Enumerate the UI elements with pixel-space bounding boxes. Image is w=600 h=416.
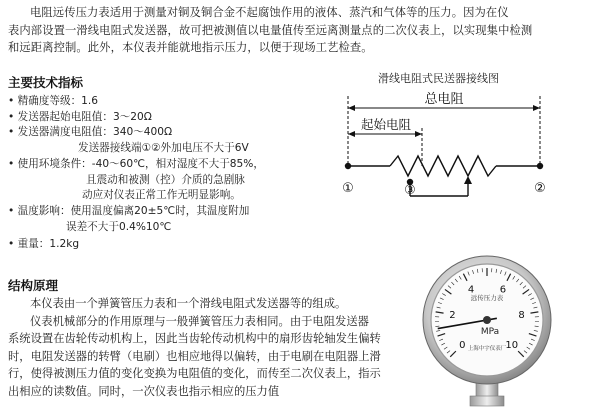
intro-line: 电阻远传压力表适用于测量对铜及铜合金不起腐蚀作用的液体、蒸汽和气体等的压力。因为在仪 (30, 6, 509, 19)
wiper-arrow (464, 176, 472, 184)
gauge-brand-top: 远传压力表 (470, 294, 504, 302)
terminal-3-label: ③ (404, 183, 416, 198)
principle-line: 出相应的读数值。同时，一次仪表也指示相应的压力值 (8, 384, 280, 398)
wiring-diagram (330, 86, 570, 210)
start-resistance-label: 起始电阻 (360, 117, 412, 132)
gauge-tick-label: 0 (459, 340, 466, 352)
spec-accuracy: 精确度等级：1.6 (17, 95, 99, 107)
gauge-tick-label: 6 (499, 284, 507, 296)
total-resistance-label: 总电阻 (424, 92, 464, 107)
gauge-tick-label: 10 (505, 340, 519, 352)
principle-line: 系统设置在齿轮传动机构上，因此当齿轮传动机构中的扇形齿轮轴发生偏转 (8, 332, 381, 346)
intro-line: 和远距离控制。此外，本仪表并能就地指示压力，以便于现场工艺检查。 (8, 41, 373, 54)
principle-heading: 结构原理 (8, 278, 59, 293)
spec-environment-cont: 且震动和被测（控）介质的急剧脉 (86, 173, 245, 186)
gauge-hub (483, 316, 491, 324)
start-arrow-right (415, 131, 422, 137)
total-arrow-left (348, 105, 355, 111)
pressure-gauge-image (420, 250, 560, 416)
spec-environment-cont2: 动应对仪表正常工作无明显影响。 (82, 189, 241, 202)
start-arrow-left (348, 131, 355, 137)
spec-environment: 使用环境条件：-40～60℃，相对湿度不大于85%， (17, 157, 264, 170)
spec-voltage: 发送器接线端①②外加电压不大于6V (78, 142, 249, 155)
gauge-tick-label: 8 (518, 310, 525, 322)
terminal-2-label: ② (534, 181, 546, 196)
diagram-title: 滑线电阻式民送器接线图 (378, 72, 499, 85)
terminal-1-dot (345, 163, 351, 169)
specs-heading: 主要技术指标 (8, 75, 84, 90)
terminal-1-label: ① (342, 181, 354, 196)
resistor-zigzag (390, 156, 496, 176)
intro-line: 表内部设置一滑线电阻式发送器，故可把被测值以电量值传至远离测量点的二次仪表上，以实现集中检测 (8, 23, 533, 37)
principle-paragraph-1: 本仪表由一个弹簧管压力表和一个滑线电阻式发送器等的组成。 (30, 297, 347, 310)
spec-full-resistance: 发送器满度电阻值：340～400Ω (17, 126, 173, 139)
spec-temperature-cont: 误差不大于0.4%10℃ (66, 220, 172, 233)
intro-paragraph (8, 4, 592, 57)
terminal-2-dot (537, 163, 543, 169)
spec-temperature: 温度影响：使用温度偏离20±5℃时，其温度附加 (17, 204, 250, 217)
gauge-hex (470, 396, 504, 406)
gauge-tick-label: 4 (467, 284, 475, 296)
principle-line: 行，使得被测压力值的变化变换为电阻值的变化，而传至二次仪表上，指示 (8, 367, 381, 381)
gauge-unit: MPa (480, 327, 500, 337)
gauge-tick-label: 2 (449, 310, 456, 322)
spec-weight: 重量：1.2kg (17, 238, 80, 251)
spec-start-resistance: 发送器起始电阻值：3～20Ω (17, 110, 152, 123)
total-arrow-right (533, 105, 540, 111)
principle-line: 仪表机械部分的作用原理与一般弹簧管压力表相同。由于电阻发送器 (30, 314, 369, 328)
specs-list: • 精确度等级：1.6 • 发送器起始电阻值：3～20Ω • 发送器满度电阻值：340～400Ω 发送器接线端①②外加电压不大于6V • 使用环境条件：-40～60℃，相对湿度不大于85%， 且震动和被测（控）介质的急剧脉 动应对仪表正常工作无明显影响。 • 温度影响：使用温度偏离20±5℃时，其温度附加 误差不大于0.4%10℃ • 重量：1.2kg (8, 94, 308, 253)
principle-line: 时，电阻发送器的转臂（电刷）也相应地得以偏转，由于电刷在电阻器上滑 (8, 349, 381, 363)
gauge-maker: 上海中宇仪表厂 (467, 346, 507, 352)
